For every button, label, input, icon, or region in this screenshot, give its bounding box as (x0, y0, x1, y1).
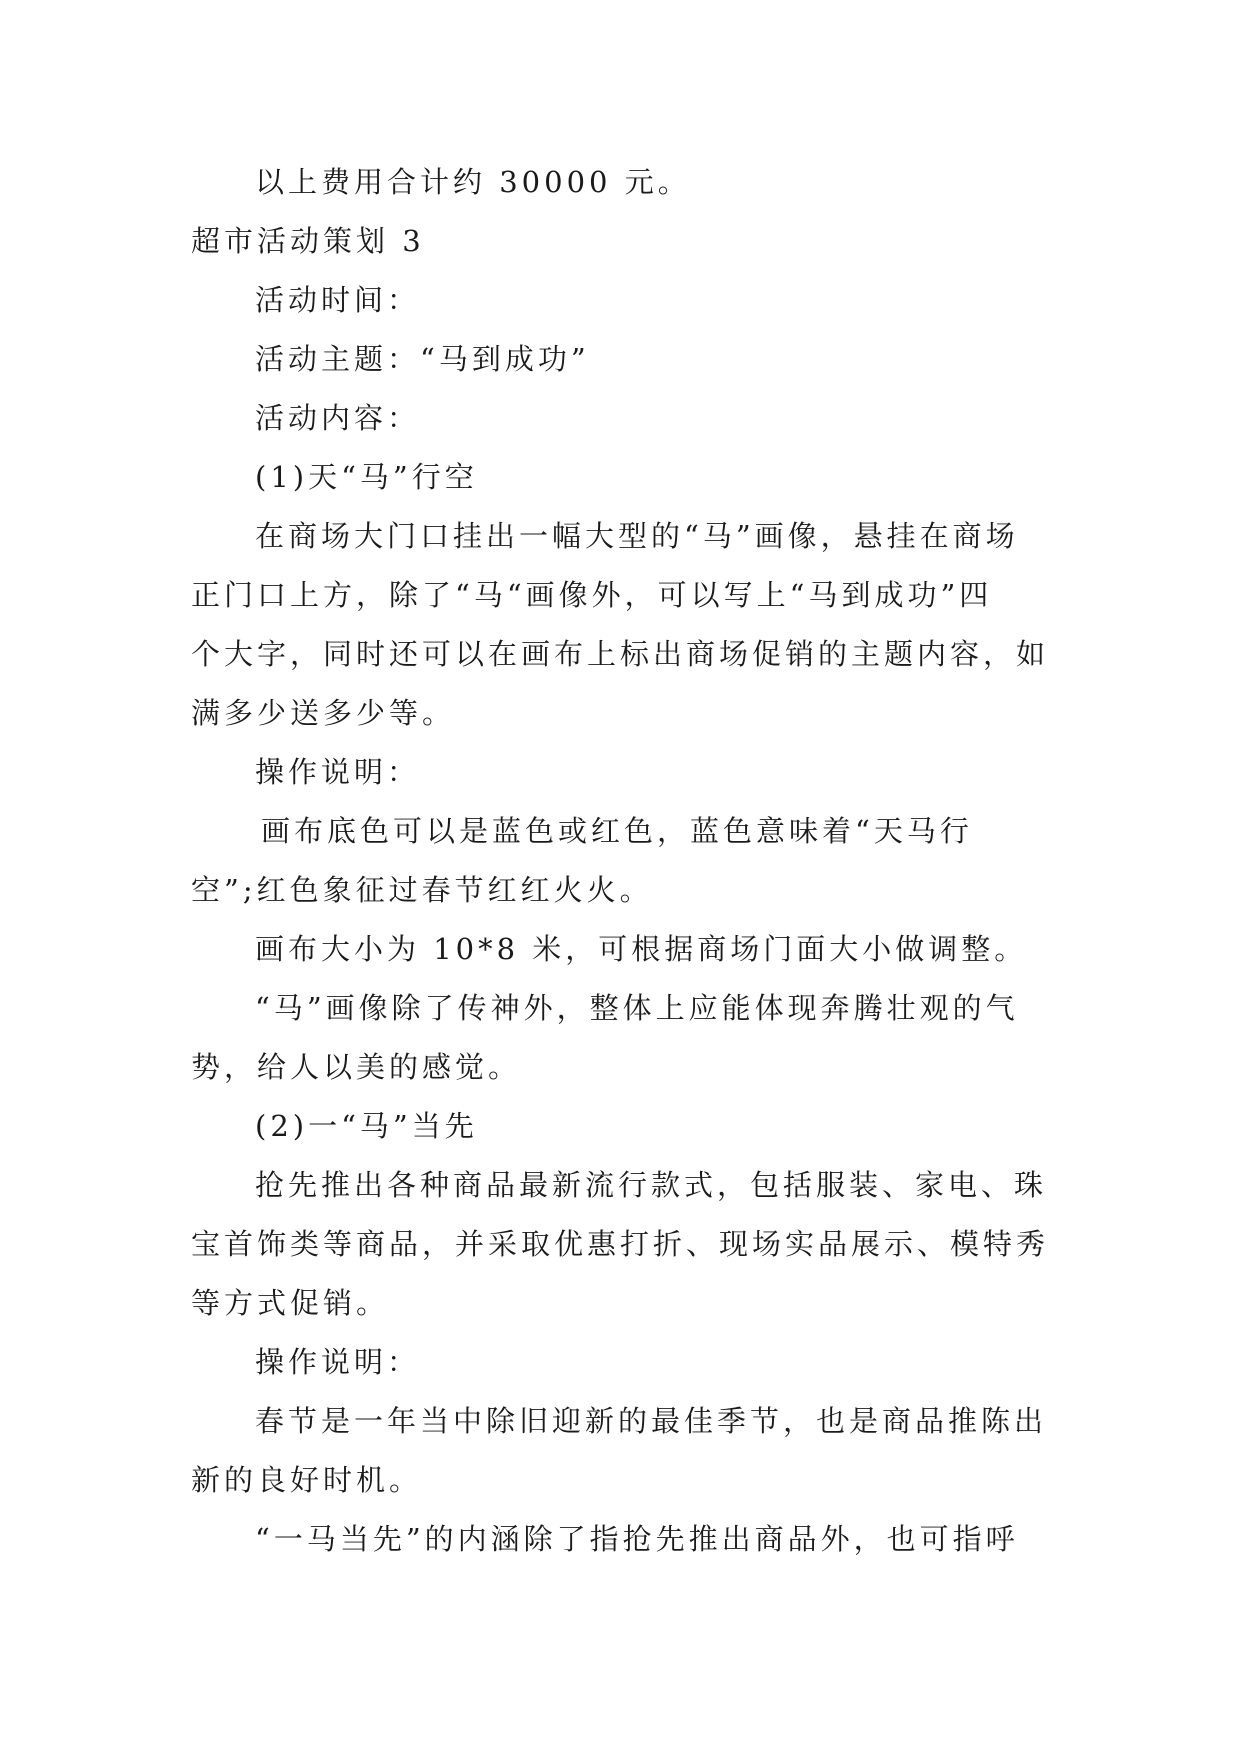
paragraph-line: 在商场大门口挂出一幅大型的“马”画像，悬挂在商场 (255, 519, 1019, 553)
paragraph-line: 抢先推出各种商品最新流行款式，包括服装、家电、珠 (255, 1168, 1048, 1202)
paragraph-line: 等方式促销。 (191, 1286, 390, 1320)
paragraph-line: 满多少送多少等。 (191, 696, 456, 730)
paragraph-line: “一马当先”的内涵除了指抢先推出商品外，也可指呼 (255, 1522, 1019, 1556)
paragraph-line: 春节是一年当中除旧迎新的最佳季节，也是商品推陈出 (255, 1404, 1048, 1438)
paragraph-line: 新的良好时机。 (191, 1463, 423, 1497)
paragraph-line: 活动时间： (255, 283, 421, 317)
paragraph-line: 活动主题：“马到成功” (255, 342, 590, 376)
paragraph-line: 个大字，同时还可以在画布上标出商场促销的主题内容，如 (191, 637, 1050, 671)
paragraph-line: 势，给人以美的感觉。 (191, 1050, 522, 1084)
paragraph-line: 操作说明： (255, 1345, 421, 1379)
paragraph-line: 空”;红色象征过春节红红火火。 (191, 873, 653, 907)
paragraph-line: 正门口上方，除了“马“画像外，可以写上“马到成功”四 (191, 578, 993, 612)
paragraph-line: 宝首饰类等商品，并采取优惠打折、现场实品展示、模特秀 (191, 1227, 1050, 1261)
paragraph-line: 画布大小为 10*8 米，可根据商场门面大小做调整。 (255, 932, 1028, 966)
paragraph-line: 操作说明： (255, 755, 421, 789)
paragraph-line: “马”画像除了传神外，整体上应能体现奔腾壮观的气 (255, 991, 1019, 1025)
section-heading: 超市活动策划 3 (191, 224, 425, 258)
paragraph-line: 活动内容： (255, 401, 421, 435)
paragraph-line: 画布底色可以是蓝色或红色，蓝色意味着“天马行 (261, 814, 973, 848)
document-body (191, 153, 1051, 1569)
subsection-heading: (2)一“马”当先 (255, 1109, 478, 1143)
subsection-heading: (1)天“马”行空 (255, 460, 478, 494)
paragraph-line: 以上费用合计约 30000 元。 (255, 165, 691, 199)
